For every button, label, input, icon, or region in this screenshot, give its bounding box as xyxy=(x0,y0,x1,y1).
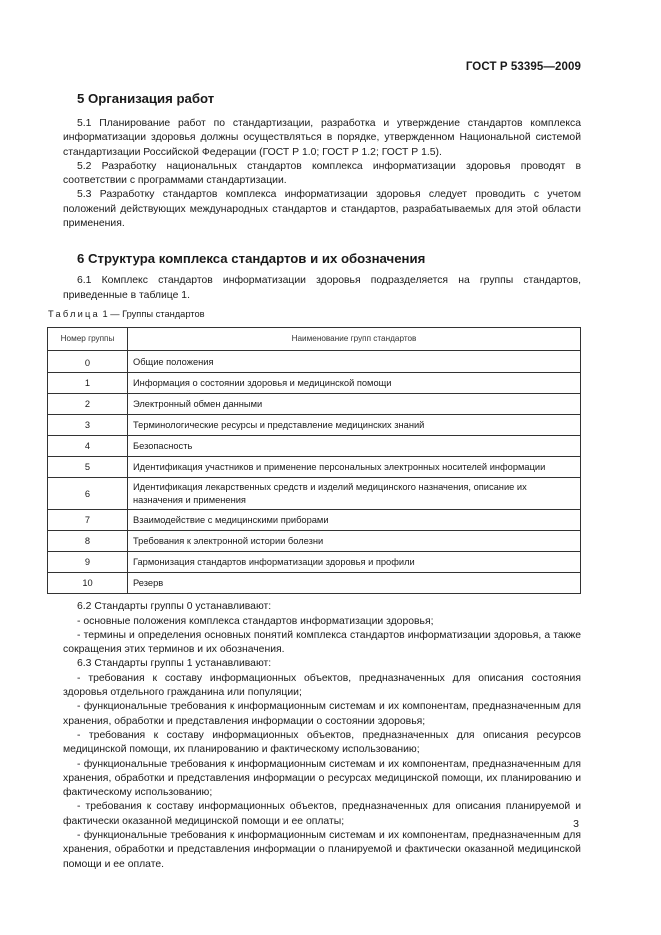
group-name: Безопасность xyxy=(128,436,581,457)
group-number: 9 xyxy=(48,552,128,573)
table-row xyxy=(48,531,581,552)
group-number: 5 xyxy=(48,457,128,478)
list-item: - функциональные требования к информационным системам и их компонентам, предназначенным для хранения, обработки и представления информации о состоянии здоровья; xyxy=(63,701,581,727)
group-name: Требования к электронной истории болезни xyxy=(128,531,581,552)
table-row xyxy=(48,394,581,415)
page-content xyxy=(48,88,581,872)
group-name: Идентификация лекарственных средств и изделий медицинского назначения, описание их назначения и применения xyxy=(128,478,581,510)
table-caption xyxy=(48,307,581,321)
table-row xyxy=(48,351,581,373)
group-number: 0 xyxy=(48,351,128,373)
group-name: Общие положения xyxy=(128,351,581,373)
paragraph-6-3: 6.3 Стандарты группы 1 устанавливают: xyxy=(77,658,272,670)
column-header-group-name: Наименование групп стандартов xyxy=(128,328,581,351)
paragraph-5-1: 5.1 Планирование работ по стандартизации, разработка и утверждение стандартов комплекса информатизации здоровья должны осуществляться в порядке, утвержденном Национальной системой стандартизации Российской Федерации (ГОСТ Р 1.0; ГОСТ Р 1.2; ГОСТ Р 1.5). xyxy=(63,118,581,158)
table-row xyxy=(48,478,581,510)
table-row xyxy=(48,552,581,573)
group-name: Взаимодействие с медицинскими приборами xyxy=(128,510,581,531)
table-row xyxy=(48,415,581,436)
column-header-group-number: Номер группы xyxy=(48,328,128,351)
group-name: Терминологические ресурсы и представление медицинских знаний xyxy=(128,415,581,436)
list-item: - функциональные требования к информационным системам и их компонентам, предназначенным для хранения, обработки и представления информации о планируемой и фактически оказанной медицинской помощи и ее оплате. xyxy=(63,830,581,870)
table-row xyxy=(48,457,581,478)
paragraph-5-3: 5.3 Разработку стандартов комплекса информатизации здоровья следует проводить с учетом положений действующих международных стандартов и стандартов, разрабатываемых для этой области применения. xyxy=(63,189,581,230)
group-number: 8 xyxy=(48,531,128,552)
group-name: Гармонизация стандартов информатизации здоровья и профили xyxy=(128,552,581,573)
list-item: - основные положения комплекса стандартов информатизации здоровья; xyxy=(77,615,434,627)
paragraph-6-2: 6.2 Стандарты группы 0 устанавливают: xyxy=(77,601,272,613)
table-caption-word: Таблица xyxy=(48,308,100,319)
group-number: 10 xyxy=(48,573,128,594)
paragraph-5-2: 5.2 Разработку национальных стандартов комплекса информатизации здоровья проводят в соответствии с программами стандартизации. xyxy=(63,160,581,187)
table-row xyxy=(48,436,581,457)
paragraph-6-1: 6.1 Комплекс стандартов информатизации здоровья подразделяется на группы стандартов, приведенные в таблице 1. xyxy=(63,275,581,301)
group-number: 1 xyxy=(48,373,128,394)
list-item: - требования к составу информационных объектов, предназначенных для описания состояния здоровья отдельного гражданина или популяции; xyxy=(63,672,581,699)
page-number: 3 xyxy=(573,818,579,830)
standards-groups-table xyxy=(47,327,581,594)
standard-code: ГОСТ Р 53395—2009 xyxy=(465,61,581,73)
table-row xyxy=(48,373,581,394)
list-item: - требования к составу информационных объектов, предназначенных для описания ресурсов медицинской помощи, их планированию и фактическому использованию; xyxy=(63,729,581,756)
group-name: Идентификация участников и применение персональных электронных носителей информации xyxy=(128,457,581,478)
group-number: 2 xyxy=(48,394,128,415)
list-item: - функциональные требования к информационным системам и их компонентам, предназначенным для хранения, обработки и представления информации о ресурсах медицинской помощи, их планированию и фактическому использованию; xyxy=(63,758,581,799)
table-header-row xyxy=(48,328,581,351)
group-number: 6 xyxy=(48,478,128,510)
after-table-text xyxy=(63,600,581,872)
group-name: Резерв xyxy=(128,573,581,594)
table-caption-text: 1 — Группы стандартов xyxy=(99,308,205,319)
group-number: 4 xyxy=(48,436,128,457)
table-row xyxy=(48,573,581,594)
section-5-title: 5 Организация работ xyxy=(77,91,215,106)
group-name: Информация о состоянии здоровья и медицинской помощи xyxy=(128,373,581,394)
group-name: Электронный обмен данными xyxy=(128,394,581,415)
list-item: - требования к составу информационных объектов, предназначенных для описания планируемой и фактически оказанной медицинской помощи и ее оплаты; xyxy=(63,801,581,827)
list-item: - термины и определения основных понятий комплекса стандартов информатизации здоровья, а также сокращения этих терминов и их обозначения. xyxy=(63,629,581,656)
group-number: 7 xyxy=(48,510,128,531)
group-number: 3 xyxy=(48,415,128,436)
section-6-title: 6 Структура комплекса стандартов и их обозначения xyxy=(77,251,426,267)
table-row xyxy=(48,510,581,531)
